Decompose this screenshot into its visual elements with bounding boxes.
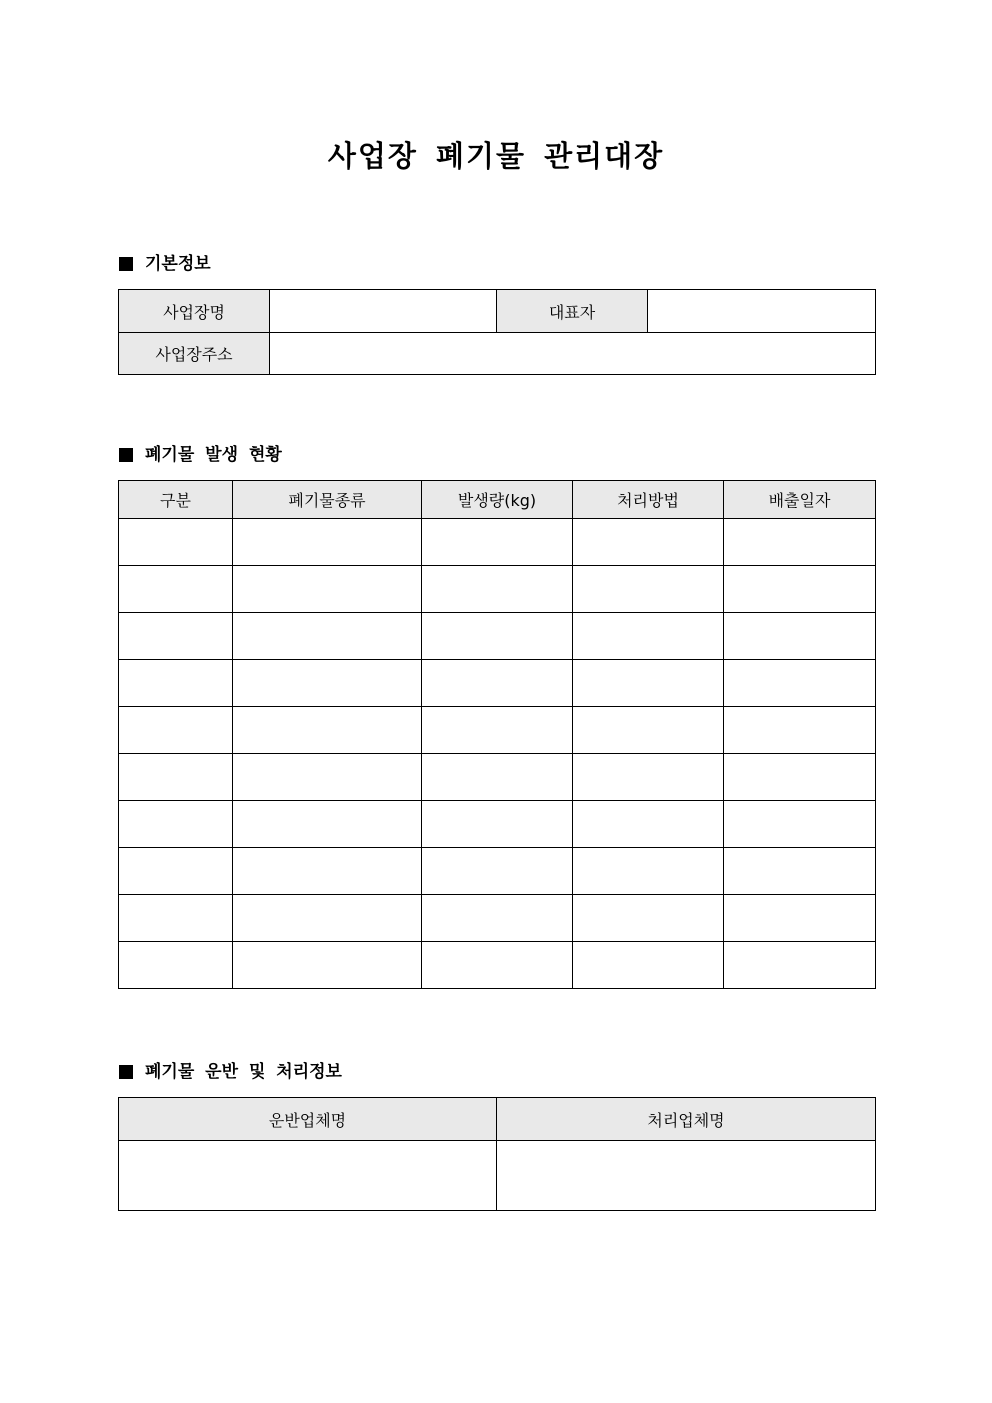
- table-cell[interactable]: [422, 801, 573, 848]
- section-heading-text: 기본정보: [145, 254, 211, 274]
- column-header-waste-type: 폐기물종류: [233, 481, 422, 519]
- table-cell[interactable]: [573, 613, 724, 660]
- table-cell[interactable]: [724, 519, 876, 566]
- table-header-row: [119, 481, 876, 519]
- table-cell[interactable]: [119, 942, 233, 989]
- table-cell[interactable]: [724, 660, 876, 707]
- table-row: [119, 942, 876, 989]
- table-cell[interactable]: [724, 848, 876, 895]
- column-header-date: 배출일자: [724, 481, 876, 519]
- section-heading-transport: [119, 1060, 342, 1084]
- table-row: [119, 290, 876, 333]
- table-row: [119, 566, 876, 613]
- table-cell[interactable]: [233, 707, 422, 754]
- section-heading-text: 폐기물 운반 및 처리정보: [145, 1062, 342, 1082]
- generation-table: [118, 480, 876, 989]
- square-bullet-icon: [119, 257, 133, 271]
- table-cell[interactable]: [233, 613, 422, 660]
- address-label: 사업장주소: [119, 333, 270, 375]
- document-title: 사업장 폐기물 관리대장: [327, 139, 665, 173]
- table-cell[interactable]: [724, 942, 876, 989]
- table-cell[interactable]: [422, 895, 573, 942]
- processor-field[interactable]: [497, 1141, 876, 1211]
- table-cell[interactable]: [573, 566, 724, 613]
- table-row: [119, 801, 876, 848]
- table-cell[interactable]: [573, 707, 724, 754]
- table-cell[interactable]: [233, 660, 422, 707]
- table-row: [119, 848, 876, 895]
- table-cell[interactable]: [724, 801, 876, 848]
- square-bullet-icon: [119, 1065, 133, 1079]
- table-cell[interactable]: [573, 895, 724, 942]
- table-cell[interactable]: [233, 942, 422, 989]
- table-row: [119, 1141, 876, 1211]
- table-cell[interactable]: [422, 613, 573, 660]
- table-cell[interactable]: [724, 895, 876, 942]
- address-field[interactable]: [270, 333, 876, 375]
- column-header-category: 구분: [119, 481, 233, 519]
- table-cell[interactable]: [573, 942, 724, 989]
- section-heading-text: 폐기물 발생 현황: [145, 445, 282, 465]
- table-cell[interactable]: [724, 707, 876, 754]
- table-row: [119, 613, 876, 660]
- table-cell[interactable]: [422, 754, 573, 801]
- table-row: [119, 660, 876, 707]
- table-cell[interactable]: [119, 848, 233, 895]
- section-heading-generation: [119, 443, 282, 467]
- representative-field[interactable]: [648, 290, 876, 333]
- table-cell[interactable]: [422, 848, 573, 895]
- table-cell[interactable]: [573, 754, 724, 801]
- table-cell[interactable]: [119, 754, 233, 801]
- table-cell[interactable]: [422, 660, 573, 707]
- column-header-processor: 처리업체명: [497, 1098, 876, 1141]
- section-heading-basic-info: [119, 252, 211, 276]
- table-cell[interactable]: [724, 566, 876, 613]
- table-cell[interactable]: [119, 519, 233, 566]
- transport-table: [118, 1097, 876, 1211]
- table-header-row: [119, 1098, 876, 1141]
- table-row: [119, 519, 876, 566]
- column-header-method: 처리방법: [573, 481, 724, 519]
- table-cell[interactable]: [233, 848, 422, 895]
- table-cell[interactable]: [119, 707, 233, 754]
- table-cell[interactable]: [724, 754, 876, 801]
- table-cell[interactable]: [233, 754, 422, 801]
- table-cell[interactable]: [422, 519, 573, 566]
- table-cell[interactable]: [573, 848, 724, 895]
- table-cell[interactable]: [119, 801, 233, 848]
- table-cell[interactable]: [573, 801, 724, 848]
- table-cell[interactable]: [422, 566, 573, 613]
- table-cell[interactable]: [573, 660, 724, 707]
- column-header-amount: 발생량(kg): [422, 481, 573, 519]
- representative-label: 대표자: [497, 290, 648, 333]
- table-cell[interactable]: [233, 895, 422, 942]
- table-cell[interactable]: [233, 519, 422, 566]
- business-name-label: 사업장명: [119, 290, 270, 333]
- table-cell[interactable]: [422, 707, 573, 754]
- column-header-transporter: 운반업체명: [119, 1098, 497, 1141]
- table-row: [119, 895, 876, 942]
- table-cell[interactable]: [119, 660, 233, 707]
- table-cell[interactable]: [119, 566, 233, 613]
- basic-info-table: [118, 289, 876, 375]
- table-cell[interactable]: [119, 895, 233, 942]
- table-cell[interactable]: [573, 519, 724, 566]
- table-cell[interactable]: [119, 613, 233, 660]
- table-cell[interactable]: [724, 613, 876, 660]
- transporter-field[interactable]: [119, 1141, 497, 1211]
- table-cell[interactable]: [233, 566, 422, 613]
- table-cell[interactable]: [422, 942, 573, 989]
- table-row: [119, 707, 876, 754]
- square-bullet-icon: [119, 448, 133, 462]
- table-row: [119, 754, 876, 801]
- business-name-field[interactable]: [270, 290, 497, 333]
- table-cell[interactable]: [233, 801, 422, 848]
- table-row: [119, 333, 876, 375]
